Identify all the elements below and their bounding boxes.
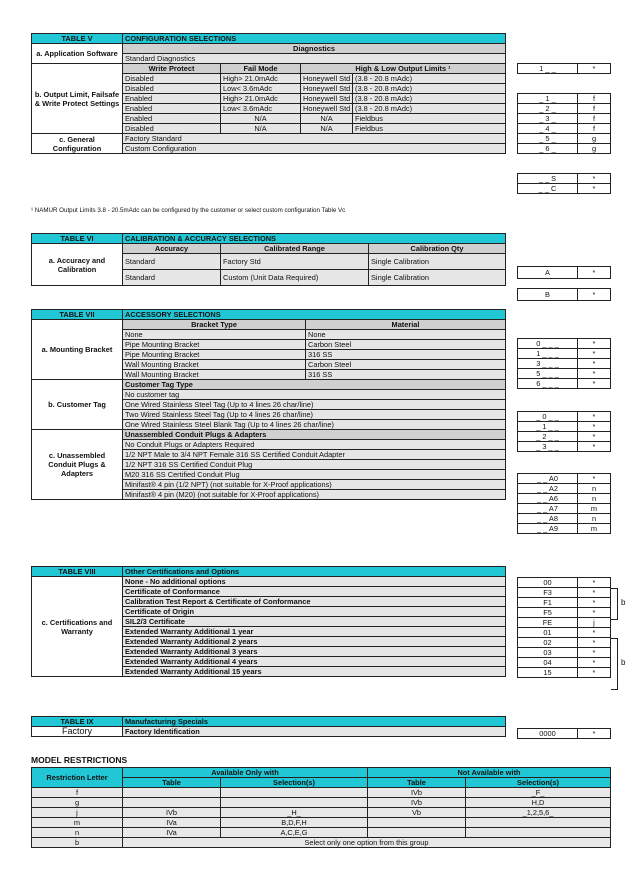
cell: Standard (123, 254, 221, 270)
cell: IVb (368, 798, 466, 808)
cell: _F_ (466, 788, 611, 798)
restriction-cell: m (578, 504, 611, 514)
code-cell: _ 2 _ (518, 104, 578, 114)
cell: Vb (368, 808, 466, 818)
cell: Disabled (123, 74, 221, 84)
restriction-cell: * (578, 64, 611, 74)
col-available-only: Available Only with (123, 768, 368, 778)
restriction-cell: * (578, 289, 611, 301)
table-viii (31, 566, 506, 677)
code-cell: _ 3 _ _ (518, 442, 578, 452)
col-accuracy: Accuracy (123, 244, 221, 254)
cell: Factory Std (221, 254, 369, 270)
restriction-cell: * (578, 588, 611, 598)
cell: Pipe Mounting Bracket (123, 340, 306, 350)
cell: N/A (301, 114, 353, 124)
cell: b (32, 838, 123, 848)
restriction-cell: j (578, 618, 611, 628)
code-cell: _ 3 _ (518, 114, 578, 124)
cell: Disabled (123, 84, 221, 94)
cell: Wall Mounting Bracket (123, 360, 306, 370)
model-restrictions-table (31, 767, 611, 848)
code-cell: _ 2 _ _ (518, 432, 578, 442)
accuracy-calibration-label: a. Accuracy and Calibration (32, 244, 123, 286)
restriction-cell: * (578, 432, 611, 442)
col-selections: Selection(s) (221, 778, 368, 788)
table-v-heading: CONFIGURATION SELECTIONS (123, 34, 506, 44)
col-table: Table (368, 778, 466, 788)
table-vii-title: TABLE VII (32, 310, 123, 320)
conduit-plugs-label: c. Unassembled Conduit Plugs & Adapters (32, 430, 123, 500)
table-v-title: TABLE V (32, 34, 123, 44)
cell: Extended Warranty Additional 1 year (123, 627, 506, 637)
factory-label: Factory (32, 727, 123, 737)
certifications-label: c. Certifications and Warranty (32, 577, 123, 677)
table-vii-heading: ACCESSORY SELECTIONS (123, 310, 506, 320)
code-cell: _ _ A6 (518, 494, 578, 504)
restriction-cell: * (578, 422, 611, 432)
table-ix-codes (517, 728, 611, 739)
cell: n (32, 828, 123, 838)
code-cell: 6 _ _ _ (518, 379, 578, 389)
cell: _1,2,5,6_ (466, 808, 611, 818)
cell: M20 316 SS Certified Conduit Plug (123, 470, 506, 480)
code-cell: _ 0 _ _ (518, 412, 578, 422)
restriction-cell: f (578, 124, 611, 134)
cell: m (32, 818, 123, 828)
conduit-plugs-header: Unassembled Conduit Plugs & Adapters (123, 430, 506, 440)
restriction-cell: * (578, 628, 611, 638)
code-cell: F3 (518, 588, 578, 598)
col-output-limits: High & Low Output Limits ¹ (301, 64, 506, 74)
cell: Extended Warranty Additional 15 years (123, 667, 506, 677)
table-v-codes-b (517, 93, 611, 154)
cell: H,D (466, 798, 611, 808)
cell: (3.8 - 20.8 mAdc) (353, 74, 506, 84)
restriction-cell: * (578, 349, 611, 359)
cell: Wall Mounting Bracket (123, 370, 306, 380)
customer-tag-header: Customer Tag Type (123, 380, 506, 390)
table-v-codes-a (517, 63, 611, 74)
cell: Minifast® 4 pin (1/2 NPT) (not suitable for X-Proof applications) (123, 480, 506, 490)
code-cell: _ 5 _ (518, 134, 578, 144)
cell (368, 818, 466, 828)
cell: Extended Warranty Additional 2 years (123, 637, 506, 647)
cell (123, 798, 221, 808)
cell: Certificate of Origin (123, 607, 506, 617)
cell: Two Wired Stainless Steel Tag (Up to 4 lines 26 char/line) (123, 410, 506, 420)
restriction-cell: * (578, 598, 611, 608)
restriction-cell: * (578, 267, 611, 279)
col-calibration-qty: Calibration Qty (369, 244, 506, 254)
table-v (31, 33, 506, 154)
col-calibrated-range: Calibrated Range (221, 244, 369, 254)
col-restriction-letter: Restriction Letter (32, 768, 123, 788)
mounting-bracket-label: a. Mounting Bracket (32, 320, 123, 380)
cell: Standard (123, 270, 221, 286)
cell: 1/2 NPT 316 SS Certified Conduit Plug (123, 460, 506, 470)
code-cell: F1 (518, 598, 578, 608)
col-bracket-type: Bracket Type (123, 320, 306, 330)
customer-tag-label: b. Customer Tag (32, 380, 123, 430)
restriction-cell: * (578, 184, 611, 194)
group-letter: b (621, 658, 626, 667)
code-cell: 5 _ _ _ (518, 369, 578, 379)
cell: None (306, 330, 506, 340)
cell: Enabled (123, 94, 221, 104)
general-config-label: c. General Configuration (32, 134, 123, 154)
code-cell: 15 (518, 668, 578, 678)
code-cell: F5 (518, 608, 578, 618)
cell: Single Calibration (369, 254, 506, 270)
restriction-cell: g (578, 134, 611, 144)
code-cell: B (518, 289, 578, 301)
cell: Honeywell Std (301, 74, 353, 84)
cell: No Conduit Plugs or Adapters Required (123, 440, 506, 450)
cell (368, 828, 466, 838)
cell: Select only one option from this group (123, 838, 611, 848)
code-cell: _ _ A2 (518, 484, 578, 494)
code-cell: 01 (518, 628, 578, 638)
cell: Fieldbus (353, 114, 506, 124)
cell: One Wired Stainless Steel Tag (Up to 4 lines 26 char/line) (123, 400, 506, 410)
table-vii (31, 309, 506, 500)
cell: Enabled (123, 114, 221, 124)
cell: Pipe Mounting Bracket (123, 350, 306, 360)
namur-footnote: ¹ NAMUR Output Limits 3.8 - 20.5mAdc can be configured by the customer or select custom configuration Table Vc (31, 207, 346, 214)
spacer (518, 279, 578, 289)
code-cell: _ _ C (518, 184, 578, 194)
cell: Extended Warranty Additional 4 years (123, 657, 506, 667)
cell: _H_ (221, 808, 368, 818)
restriction-cell: f (578, 104, 611, 114)
cell: SIL2/3 Certificate (123, 617, 506, 627)
cell: Honeywell Std (301, 84, 353, 94)
cell: Factory Identification (123, 727, 506, 737)
table-vi-title: TABLE VI (32, 234, 123, 244)
cell: One Wired Stainless Steel Blank Tag (Up to 4 lines 26 char/line) (123, 420, 506, 430)
cell (221, 788, 368, 798)
group-bracket (611, 638, 618, 690)
code-cell: _ 1 _ (518, 94, 578, 104)
app-software-label: a. Application Software (32, 44, 123, 64)
cell: g (32, 798, 123, 808)
restriction-cell: * (578, 578, 611, 588)
table-vi-codes (517, 266, 611, 301)
cell: Extended Warranty Additional 3 years (123, 647, 506, 657)
table-ix-title: TABLE IX (32, 717, 123, 727)
restriction-cell: f (578, 114, 611, 124)
col-material: Material (306, 320, 506, 330)
code-cell: 00 (518, 578, 578, 588)
code-cell: 1 _ _ (518, 64, 578, 74)
cell: Factory Standard (123, 134, 506, 144)
restriction-cell: n (578, 484, 611, 494)
table-vi-heading: CALIBRATION & ACCURACY SELECTIONS (123, 234, 506, 244)
cell: N/A (301, 124, 353, 134)
table-viii-heading: Other Certifications and Options (123, 567, 506, 577)
table-ix-heading: Manufacturing Specials (123, 717, 506, 727)
cell: Minifast® 4 pin (M20) (not suitable for X-Proof applications) (123, 490, 506, 500)
cell: Single Calibration (369, 270, 506, 286)
code-cell: 0000 (518, 729, 578, 739)
code-cell: A (518, 267, 578, 279)
cell: N/A (221, 114, 301, 124)
code-cell: _ _ A8 (518, 514, 578, 524)
cell: Certificate of Conformance (123, 587, 506, 597)
diagnostics-header: Diagnostics (123, 44, 506, 54)
cell: Enabled (123, 104, 221, 114)
restriction-cell: n (578, 494, 611, 504)
code-cell: 04 (518, 658, 578, 668)
cell: j (32, 808, 123, 818)
col-selections: Selection(s) (466, 778, 611, 788)
cell: Fieldbus (353, 124, 506, 134)
cell (466, 818, 611, 828)
code-cell: _ _ S (518, 174, 578, 184)
table-viii-title: TABLE VIII (32, 567, 123, 577)
cell: High> 21.0mAdc (221, 94, 301, 104)
cell (221, 798, 368, 808)
cell: f (32, 788, 123, 798)
restriction-cell: * (578, 648, 611, 658)
table-v-codes-c (517, 173, 611, 194)
table-vii-codes-a (517, 338, 611, 389)
cell: No customer tag (123, 390, 506, 400)
code-cell: FE (518, 618, 578, 628)
cell: IVb (123, 808, 221, 818)
restriction-cell: g (578, 144, 611, 154)
restriction-cell: f (578, 94, 611, 104)
restriction-cell: * (578, 412, 611, 422)
restriction-cell: n (578, 514, 611, 524)
cell: Honeywell Std (301, 104, 353, 114)
cell: None (123, 330, 306, 340)
cell: IVa (123, 818, 221, 828)
code-cell: _ 4 _ (518, 124, 578, 134)
cell: Carbon Steel (306, 340, 506, 350)
group-letter: b (621, 598, 626, 607)
restriction-cell: * (578, 474, 611, 484)
restriction-cell: m (578, 524, 611, 534)
col-fail-mode: Fail Mode (221, 64, 301, 74)
group-bracket (611, 588, 618, 620)
cell: (3.8 - 20.8 mAdc) (353, 94, 506, 104)
col-table: Table (123, 778, 221, 788)
cell: None - No additional options (123, 577, 506, 587)
cell: IVb (368, 788, 466, 798)
cell: A,C,E,G (221, 828, 368, 838)
code-cell: _ _ A7 (518, 504, 578, 514)
cell: IVa (123, 828, 221, 838)
output-limit-label: b. Output Limit, Failsafe & Write Protect Settings (32, 64, 123, 134)
restriction-cell: * (578, 379, 611, 389)
table-vi (31, 233, 506, 286)
restriction-cell: * (578, 729, 611, 739)
restriction-cell: * (578, 442, 611, 452)
restriction-cell: * (578, 339, 611, 349)
code-cell: 03 (518, 648, 578, 658)
code-cell: 0 _ _ _ (518, 339, 578, 349)
cell: Custom (Unit Data Required) (221, 270, 369, 286)
table-vii-codes-b (517, 411, 611, 452)
cell: 1/2 NPT Male to 3/4 NPT Female 316 SS Certified Conduit Adapter (123, 450, 506, 460)
code-cell: _ 1 _ _ (518, 422, 578, 432)
cell: Custom Configuration (123, 144, 506, 154)
code-cell: _ _ A9 (518, 524, 578, 534)
cell (466, 828, 611, 838)
cell: 316 SS (306, 350, 506, 360)
code-cell: 3 _ _ _ (518, 359, 578, 369)
col-write-protect: Write Protect (123, 64, 221, 74)
restriction-cell: * (578, 668, 611, 678)
cell: (3.8 - 20.8 mAdc) (353, 84, 506, 94)
cell (123, 788, 221, 798)
cell: B,D,F,H (221, 818, 368, 828)
cell: Calibration Test Report & Certificate of Conformance (123, 597, 506, 607)
restriction-cell: * (578, 174, 611, 184)
cell: Low< 3.6mAdc (221, 84, 301, 94)
table-viii-codes (517, 577, 611, 678)
code-cell: 02 (518, 638, 578, 648)
restriction-cell: * (578, 359, 611, 369)
cell: Honeywell Std (301, 94, 353, 104)
cell: High> 21.0mAdc (221, 74, 301, 84)
code-cell: _ 6 _ (518, 144, 578, 154)
restriction-cell: * (578, 608, 611, 618)
restriction-cell: * (578, 638, 611, 648)
model-restrictions-title: MODEL RESTRICTIONS (31, 755, 128, 765)
restriction-cell: * (578, 369, 611, 379)
table-vii-codes-c (517, 473, 611, 534)
cell: 316 SS (306, 370, 506, 380)
cell: Carbon Steel (306, 360, 506, 370)
table-ix (31, 716, 506, 737)
cell: (3.8 - 20.8 mAdc) (353, 104, 506, 114)
cell: Low< 3.6mAdc (221, 104, 301, 114)
cell: N/A (221, 124, 301, 134)
standard-diagnostics: Standard Diagnostics (123, 54, 506, 64)
code-cell: 1 _ _ _ (518, 349, 578, 359)
code-cell: _ _ A0 (518, 474, 578, 484)
spacer (578, 279, 611, 289)
col-not-available: Not Available with (368, 768, 611, 778)
cell: Disabled (123, 124, 221, 134)
restriction-cell: * (578, 658, 611, 668)
